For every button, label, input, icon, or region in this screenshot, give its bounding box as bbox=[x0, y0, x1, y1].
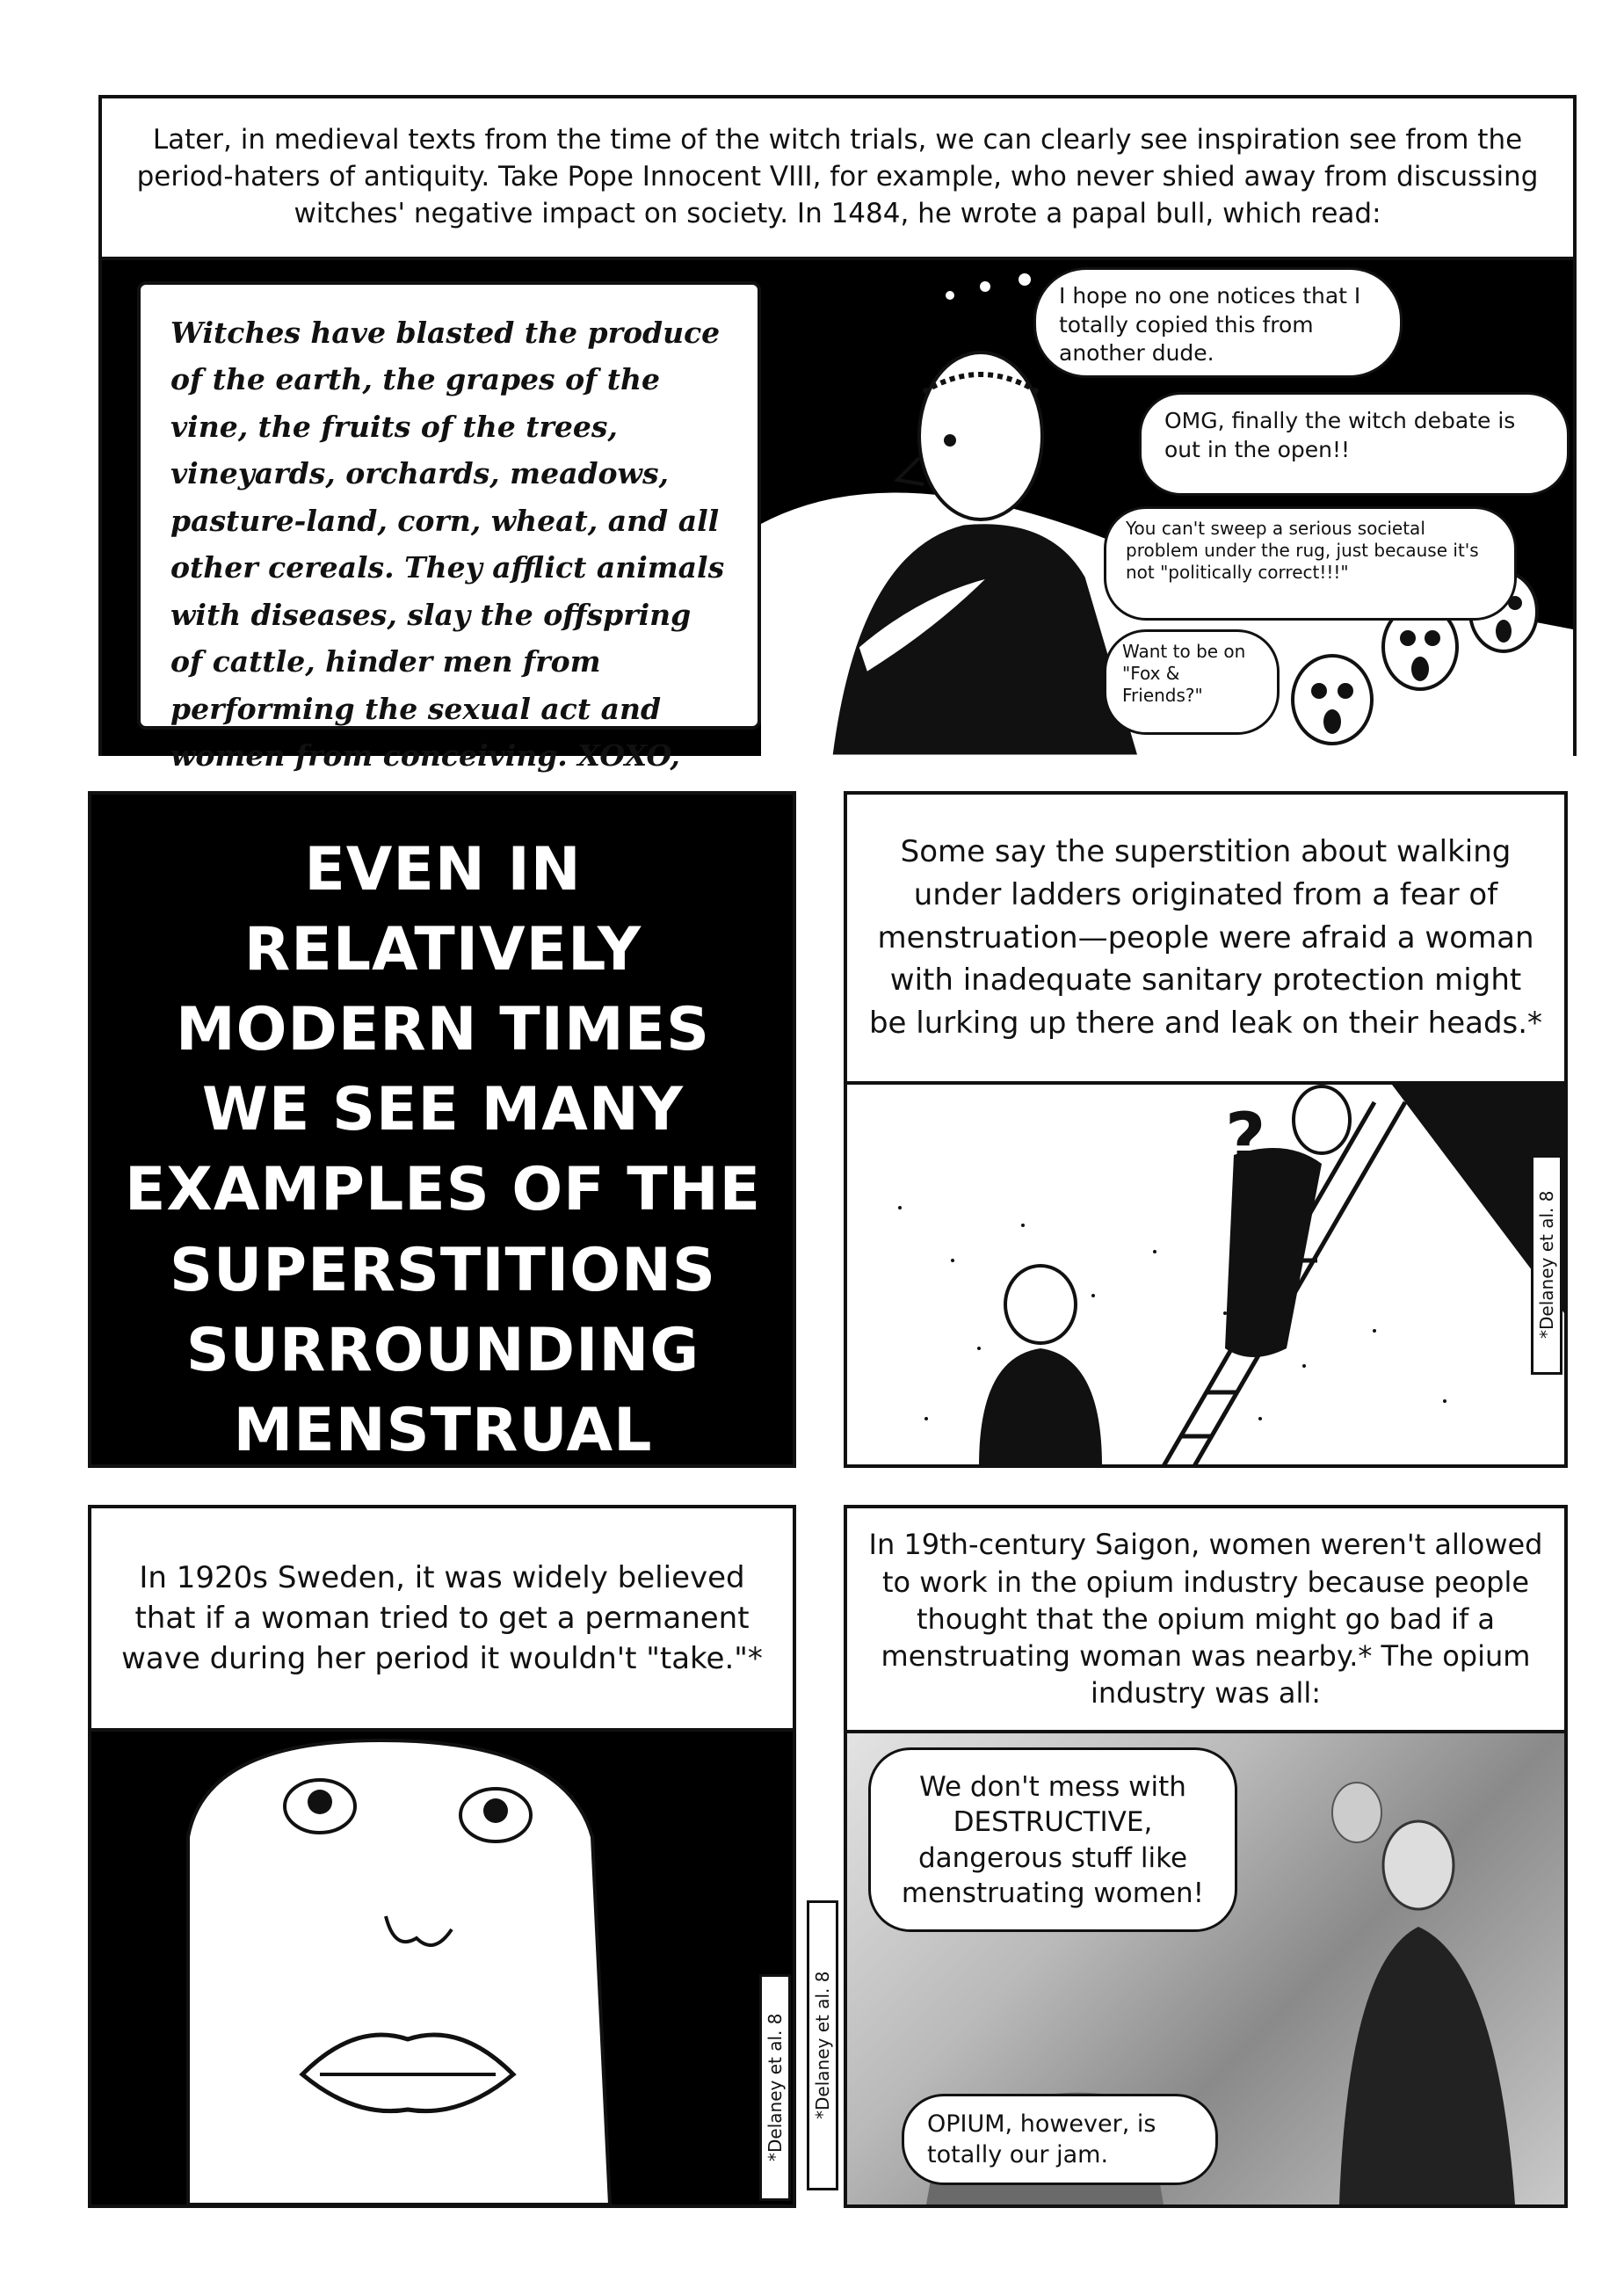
caption-saigon: In 19th-century Saigon, women weren't allowed to work in the opium industry because people thought that the opium might go bad if a menstruating woman was nearby.* The opium industry was all: bbox=[847, 1508, 1564, 1733]
panel-headline bbox=[88, 791, 796, 1468]
citation-ladder: *Delaney et al. 8 bbox=[1531, 1155, 1562, 1375]
thought-dot bbox=[946, 291, 954, 300]
caption-sweden: In 1920s Sweden, it was widely believed that if a woman tried to get a permanent wave during her period it wouldn't "take."* bbox=[91, 1508, 793, 1732]
panel-saigon bbox=[844, 1505, 1568, 2208]
question-mark: ? bbox=[1225, 1098, 1266, 1180]
papal-bull-scene bbox=[102, 260, 1573, 774]
citation-saigon-outer: *Delaney et al. 8 bbox=[807, 1900, 838, 2190]
caption-ladder: Some say the superstition about walking under ladders originated from a fear of menstruation—people were afraid a woman with inadequate sanitary protection might be lurking up there and leak on their heads.* bbox=[847, 795, 1564, 1085]
opium-photo bbox=[847, 1733, 1564, 2204]
ladder-drawing bbox=[847, 1085, 1564, 1466]
face-drawing bbox=[91, 1732, 793, 2204]
crowd-speech-bubble-fox: Want to be on "Fox & Friends?" bbox=[1104, 629, 1280, 735]
speech-bubble-opium: OPIUM, however, is totally our jam. bbox=[902, 2094, 1218, 2185]
boy-body bbox=[979, 1348, 1102, 1466]
right-pupil bbox=[483, 1798, 508, 1823]
man-robe bbox=[1339, 1927, 1515, 2204]
panel-papal-bull bbox=[98, 95, 1577, 774]
left-pupil bbox=[308, 1790, 332, 1814]
thought-dot bbox=[980, 281, 990, 292]
panel-ladder bbox=[844, 791, 1568, 1468]
face bbox=[188, 1740, 610, 2204]
papal-bull-scroll bbox=[137, 281, 761, 774]
crowd-speech-bubble-witch-debate: OMG, finally the witch debate is out in the open!! bbox=[1139, 392, 1570, 496]
pope-eye bbox=[944, 434, 956, 447]
citation-sweden: *Delaney et al. 8 bbox=[759, 1974, 791, 2201]
pope-head bbox=[919, 352, 1042, 519]
boy-head bbox=[1005, 1266, 1076, 1343]
headline-text: EVEN IN RELATIVELY MODERN TIMES WE SEE MANY EXAMPLES OF THE SUPERSTITIONS SURROUNDING MENSTRUAL bbox=[124, 835, 762, 1465]
speech-bubble-destructive: We don't mess with DESTRUCTIVE, dangerous stuff like menstruating women! bbox=[868, 1747, 1237, 1932]
background-figure bbox=[1332, 1783, 1381, 1842]
pope-nose bbox=[897, 458, 924, 484]
papal-bull-text: Witches have blasted the produce of the earth, the grapes of the vine, the fruits of the trees, vineyards, orchards, meadows, pasture-land, corn, wheat, and all other cereals. They afflict animals with diseases, slay the offspring of cattle, hinder men from performing the sexual act and women from conceiving. XOXO, bbox=[170, 316, 725, 774]
caption-medieval-texts: Later, in medieval texts from the time of the witch trials, we can clearly see inspiration see from the period-haters of antiquity. Take Pope Innocent VIII, for example, who never shied away from discussing witches' negative impact on society. In 1484, he wrote a papal bull, which read: bbox=[102, 98, 1573, 260]
thought-dot bbox=[1019, 273, 1031, 286]
panel-sweden bbox=[88, 1505, 796, 2208]
man-head bbox=[1383, 1821, 1454, 1909]
woman-head bbox=[1294, 1086, 1350, 1153]
crowd-speech-bubble-rug: You can't sweep a serious societal problem under the rug, just because it's not "politically correct!!!" bbox=[1104, 506, 1517, 621]
pope-thought-bubble: I hope no one notices that I totally copied this from another dude. bbox=[1033, 267, 1403, 378]
